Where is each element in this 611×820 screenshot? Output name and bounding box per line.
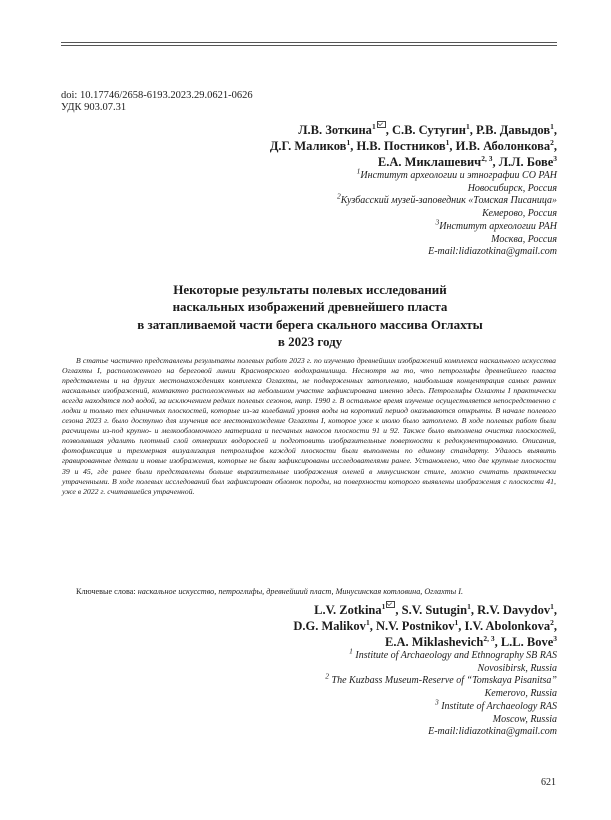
author-name: E.A. Miklashevich — [385, 635, 484, 649]
authors-ru-line-1 — [270, 122, 557, 138]
separator: , — [492, 155, 499, 169]
author-affiliation-number: 1 — [550, 601, 554, 611]
authors-ru — [270, 122, 557, 170]
institution-name: Institute of Archaeology and Ethnography SB RAS — [355, 650, 557, 661]
affiliation-ru-city-1: Новосибирск, Россия — [467, 182, 557, 194]
separator: , — [469, 123, 476, 137]
author-name: Н.В. Постников — [356, 139, 446, 153]
paper-title — [80, 281, 540, 350]
authors-ru-line-2 — [270, 138, 557, 154]
affiliation-en-2 — [325, 672, 557, 688]
author-affiliation-number: 1 — [445, 137, 450, 147]
title-line: в затапливаемой части берега скального массива Оглахты — [137, 316, 483, 332]
affiliation-en-city-3: Moscow, Russia — [492, 713, 557, 725]
separator: , — [553, 139, 557, 153]
email-ru: E-mail:lidiazotkina@gmail.com — [428, 246, 557, 258]
affiliation-number: 3 — [434, 697, 439, 707]
affiliation-number: 3 — [435, 217, 440, 227]
separator: , — [395, 603, 402, 617]
author-name: Д.Г. Маликов — [269, 139, 347, 153]
separator: , — [553, 603, 557, 617]
author-name: D.G. Malikov — [293, 619, 366, 633]
separator: , — [553, 619, 557, 633]
author-affiliation-number: 1 — [454, 617, 459, 627]
authors-ru-line-3 — [270, 154, 557, 170]
header-rule-thick — [61, 42, 557, 43]
authors-en — [293, 602, 557, 650]
affiliation-en-city-1: Novosibirsk, Russia — [477, 662, 557, 674]
author-affiliation-number: 1 — [467, 601, 471, 611]
author-affiliation-number: 3 — [553, 633, 557, 643]
affiliation-number: 1 — [349, 646, 353, 656]
author-affiliation-number: 2, 3 — [481, 153, 493, 163]
separator: , — [369, 619, 376, 633]
affiliation-number: 2 — [337, 192, 341, 202]
author-name: С.В. Сутугин — [391, 123, 466, 137]
separator: , — [470, 603, 478, 617]
author-affiliation-number: 1 — [346, 137, 351, 147]
header-rule-thin — [61, 45, 557, 46]
affiliation-ru-1 — [337, 166, 557, 183]
author-affiliation-number: 2 — [550, 137, 554, 147]
author-affiliation-number: 1 — [550, 121, 554, 131]
doi: doi: 10.17746/2658-6193.2023.29.0621-0626 — [61, 90, 253, 101]
affiliations-en — [325, 646, 557, 739]
email-en: E-mail:lidiazotkina@gmail.com — [428, 726, 557, 738]
authors-en-line-1 — [293, 602, 557, 618]
envelope-icon — [377, 121, 386, 128]
author-name: Л.В. Зоткина — [298, 123, 372, 137]
separator: , — [350, 139, 357, 153]
author-name: Р.В. Давыдов — [475, 123, 551, 137]
author-name: S.V. Sutugin — [401, 603, 468, 617]
author-affiliation-number: 1 — [371, 121, 376, 131]
author-name: N.V. Postnikov — [375, 619, 455, 633]
authors-en-line-3 — [293, 634, 557, 650]
separator: , — [385, 123, 392, 137]
author-affiliation-number: 3 — [553, 153, 557, 163]
keywords-label: Ключевые слова: — [76, 587, 138, 596]
author-name: L.L. Bove — [500, 635, 554, 649]
envelope-icon — [386, 601, 395, 608]
title-line: в 2023 году — [277, 333, 343, 349]
institution-name: The Kuzbass Museum-Reserve of “Tomskaya Pisanitsa” — [331, 675, 557, 687]
author-name: R.V. Davydov — [477, 603, 551, 617]
author-affiliation-number: 2 — [550, 617, 554, 627]
separator: , — [494, 635, 501, 649]
affiliation-ru-2 — [337, 192, 557, 208]
abstract: В статье частично представлены результаты полевых работ 2023 г. по изучению древнейших изображений комплекса наскального искусства Оглахты I, расположенного на береговой линии Красноярского водохранилища. Несмотря на то, что петроглифы древнейшего пласта представлены и на других местонахождениях комплекса Оглахты, не подверженных затоплению, наибольшая концентрация самых ранних наскальных изображений, компактно расположенных на небольшом участке зафиксирована именно здесь. Петроглифы Оглахты I практически всегда находятся под водой, за исключением редких полевых сезонов, напр. 1990 г. В остальное время изучение осуществляется непосредственно с лодки и только тех единичных плоскостей, которые из-за колебаний уровня воды на короткий период оказываются открыты. В начале полевого сезона 2023 г. было доступно для изучения все местонахождение Оглахты I, которое уже к июлю было затоплено. В ходе полевых работ были расчищены из-под крупно- и мелкообломочного материала и песчаных наносов плоскости 91 и 92. Также было выполнена очистка плоскостей, позволившая удалить плотный слой отмерших водорослей и подготовить изобразительные поверхности к редокументированию. Описания, фотофиксация и трехмерная визуализация петроглифов каждой плоскости были выполнены по единому стандарту. Удалось выявить гравированные детали и новые изображения, которые не были зафиксированы исследователями ранее. Установлено, что две крупные плоскости 39 и 45, где ранее были представлены больше выразительные изображения оленей в минусинском стиле, можно считать практически утраченными. В ходе полевых исследований был зафиксирован обломок породы, на поверхности которого выявлены изображения с плоскости 41, уже в 2022 г. считавшейся утраченной. — [62, 356, 556, 496]
affiliation-en-city-2: Kemerovo, Russia — [484, 688, 557, 700]
author-name: I.V. Abolonkova — [464, 619, 551, 633]
author-name: Л.Л. Бове — [498, 155, 554, 169]
title-line: Некоторые результаты полевых исследований — [173, 282, 447, 297]
separator: , — [553, 123, 557, 137]
affiliation-ru-3 — [337, 217, 557, 234]
institution-name: Institute of Archaeology RAS — [441, 700, 557, 712]
author-name: L.V. Zotkina — [314, 603, 382, 617]
affiliation-en-3 — [325, 697, 557, 714]
keywords — [76, 587, 463, 596]
page-number: 621 — [541, 777, 556, 788]
affiliation-number: 1 — [356, 166, 361, 176]
institution-name: Институт археологии и этнографии СО РАН — [360, 170, 557, 181]
author-name: И.В. Аболонкова — [455, 139, 551, 153]
institution-name: Кузбасский музей-заповедник «Томская Писаница» — [340, 195, 557, 207]
affiliation-number: 2 — [325, 672, 330, 682]
separator: , — [458, 619, 465, 633]
separator: , — [449, 139, 456, 153]
affiliations-ru — [337, 166, 557, 259]
author-affiliation-number: 1 — [465, 121, 470, 131]
title-line: наскальных изображений древнейшего пласта — [172, 299, 448, 315]
affiliation-ru-city-2: Кемерово, Россия — [482, 208, 557, 220]
author-name: Е.А. Миклашевич — [377, 155, 482, 169]
affiliation-en-1 — [325, 646, 557, 663]
affiliation-ru-city-3: Москва, Россия — [491, 233, 557, 245]
keywords-text: наскальное искусство, петроглифы, древнейший пласт, Минусинская котловина, Оглахты I. — [137, 587, 464, 596]
author-affiliation-number: 1 — [365, 617, 370, 627]
institution-name: Институт археологии РАН — [439, 220, 557, 232]
author-affiliation-number: 2, 3 — [483, 633, 495, 643]
author-affiliation-number: 1 — [381, 601, 386, 611]
authors-en-line-2 — [293, 618, 557, 634]
udk: УДК 903.07.31 — [61, 102, 127, 113]
